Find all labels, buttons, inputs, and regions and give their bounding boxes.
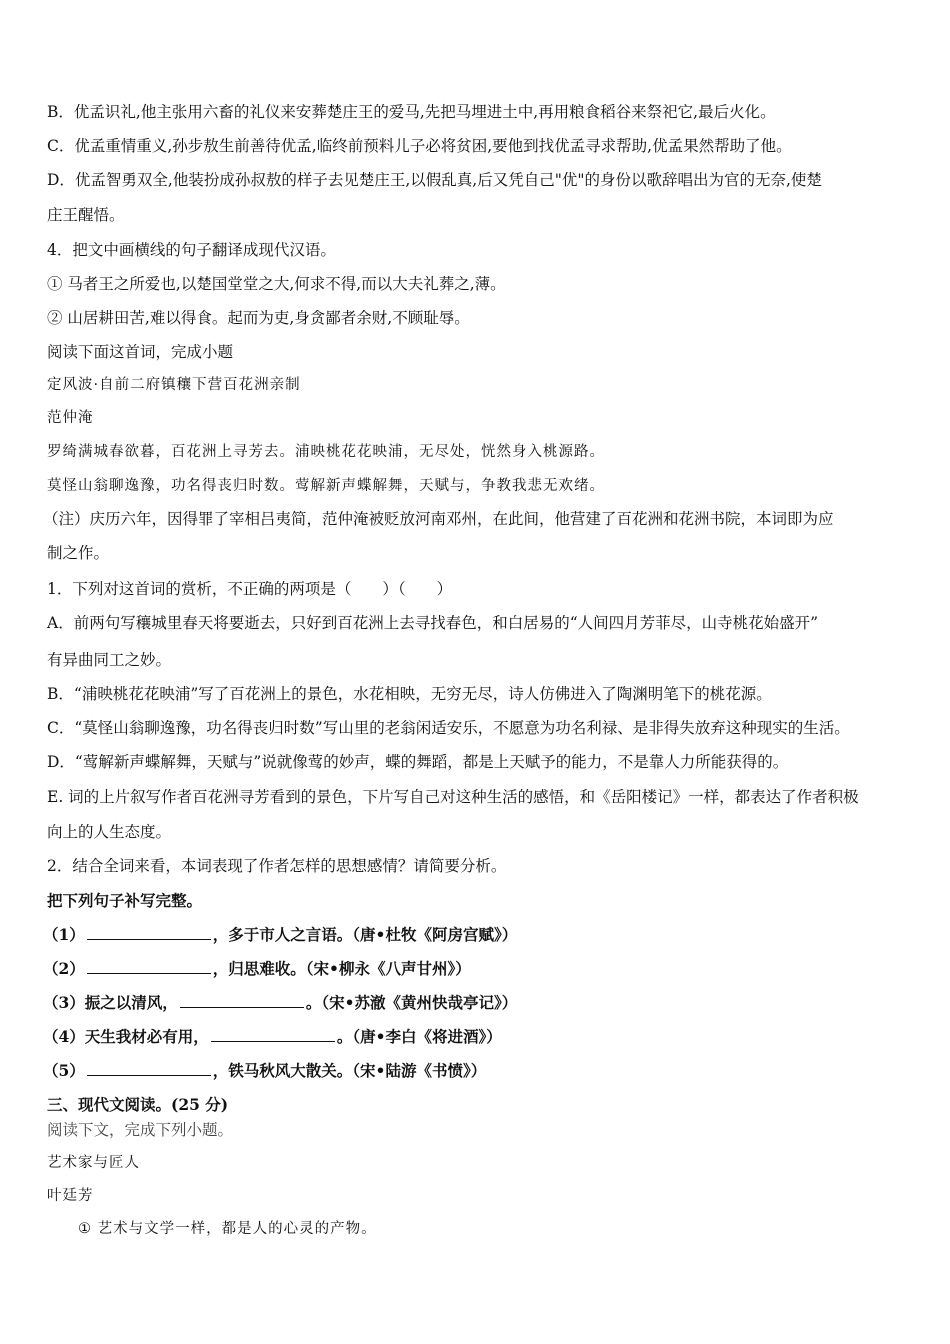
q1-option-a: A．前两句写穰城里春天将要逝去，只好到百花洲上去寻找春色，和白居易的“人间四月芳菲尽，山寺桃花始盛开” bbox=[47, 614, 819, 632]
option-d: D．优孟智勇双全,他装扮成孙叔敖的样子去见楚庄王,以假乱真,后又凭自己"优"的身份以歌辞唱出为官的无奈,使楚 bbox=[47, 171, 822, 189]
poem-title: 定风波·自前二府镇穰下营百花洲亲制 bbox=[47, 377, 301, 393]
item-number: （5） bbox=[43, 1061, 85, 1080]
answer-blank[interactable] bbox=[180, 993, 304, 1008]
item-post: ，归思难收。（宋•柳永《八声甘州》） bbox=[212, 959, 471, 978]
poem-note: （注）庆历六年，因得罪了宰相吕夷简，范仲淹被贬放河南邓州，在此间，他营建了百花洲和花洲书院，本词即为应 bbox=[43, 510, 834, 528]
item-number: （4） bbox=[43, 1027, 85, 1046]
answer-blank[interactable] bbox=[87, 959, 211, 974]
answer-blank[interactable] bbox=[211, 1027, 335, 1042]
section-3-intro: 阅读下文，完成下列小题。 bbox=[47, 1121, 234, 1139]
q1-title: 1．下列对这首词的赏析，不正确的两项是（ ）（ ） bbox=[47, 580, 453, 598]
poem-note-cont: 制之作。 bbox=[47, 544, 110, 562]
item-post: ，多于市人之言语。（唐•杜牧《阿房宫赋》） bbox=[212, 925, 518, 944]
item-post: 。（宋•苏澈《黄州快哉亭记》） bbox=[305, 993, 518, 1012]
option-b: B．优孟识礼,他主张用六畜的礼仪来安葬楚庄王的爱马,先把马埋进土中,再用粮食稻谷来祭祀它,最后火化。 bbox=[47, 103, 776, 121]
q1-option-e: E. 词的上片叙写作者百花洲寻芳看到的景色，下片写自己对这种生活的感悟，和《岳阳楼记》一样，都表达了作者积极 bbox=[47, 788, 859, 806]
fill-title: 把下列句子补写完整。 bbox=[47, 891, 203, 910]
fill-item-4 bbox=[43, 1027, 502, 1047]
item-pre: 天生我材必有用， bbox=[84, 1027, 209, 1046]
item-post: ，铁马秋风大散关。（宋•陆游《书愤》） bbox=[212, 1061, 487, 1080]
answer-blank[interactable] bbox=[87, 1061, 211, 1076]
q4-title: 4．把文中画横线的句子翻译成现代汉语。 bbox=[47, 241, 336, 259]
q1-option-c: C．“莫怪山翁聊逸豫，功名得丧归时数”写山里的老翁闲适安乐，不愿意为功名利禄、是非得失放弃这种现实的生活。 bbox=[47, 719, 850, 737]
q2-title: 2．结合全词来看，本词表现了作者怎样的思想感情？请简要分析。 bbox=[47, 857, 507, 875]
fill-item-5 bbox=[43, 1061, 486, 1081]
poem-line-1: 罗绮满城春欲暮，百花洲上寻芳去。浦映桃花花映浦，无尽处，恍然身入桃源路。 bbox=[47, 444, 605, 460]
poem-author: 范仲淹 bbox=[47, 410, 94, 426]
answer-blank[interactable] bbox=[87, 925, 211, 940]
fill-item-2 bbox=[43, 959, 471, 979]
option-d-cont: 庄王醒悟。 bbox=[47, 206, 125, 224]
q1-option-b: B．“浦映桃花花映浦”写了百花洲上的景色，水花相映，无穷无尽，诗人仿佛进入了陶渊明笔下的桃花源。 bbox=[47, 685, 772, 703]
item-number: （1） bbox=[43, 925, 85, 944]
item-number: （3） bbox=[43, 993, 85, 1012]
option-c: C．优孟重情重义,孙步敖生前善待优孟,临终前预料儿子必将贫困,要他到找优孟寻求帮助,优孟果然帮助了他。 bbox=[47, 137, 792, 155]
article-author: 叶廷芳 bbox=[47, 1188, 94, 1204]
section-3-title: 三、现代文阅读。(25 分) bbox=[47, 1095, 229, 1114]
item-number: （2） bbox=[43, 959, 85, 978]
fill-item-1 bbox=[43, 925, 517, 945]
fill-item-3 bbox=[43, 993, 517, 1013]
article-paragraph-1: ① 艺术与文学一样，都是人的心灵的产物。 bbox=[78, 1221, 377, 1237]
q1-option-a-cont: 有异曲同工之妙。 bbox=[47, 651, 172, 669]
item-pre: 振之以清风， bbox=[84, 993, 178, 1012]
poem-line-2: 莫怪山翁聊逸豫，功名得丧归时数。莺解新声蝶解舞，天赋与，争教我悲无欢绪。 bbox=[47, 478, 605, 494]
article-title: 艺术家与匠人 bbox=[47, 1155, 140, 1171]
poem-intro: 阅读下面这首词，完成小题 bbox=[47, 343, 234, 361]
item-post: 。（唐•李白《将进酒》） bbox=[336, 1027, 502, 1046]
q1-option-e-cont: 向上的人生态度。 bbox=[47, 823, 172, 841]
q4-sentence-1: ① 马者王之所爱也,以楚国堂堂之大,何求不得,而以大夫礼葬之,薄。 bbox=[47, 275, 506, 293]
q1-option-d: D．“莺解新声蝶解舞，天赋与”说就像莺的妙声，蝶的舞蹈，都是上天赋予的能力，不是靠人力所能获得的。 bbox=[47, 753, 789, 771]
q4-sentence-2: ② 山居耕田苦,难以得食。起而为吏,身贪鄙者余财,不顾耻辱。 bbox=[47, 309, 470, 327]
